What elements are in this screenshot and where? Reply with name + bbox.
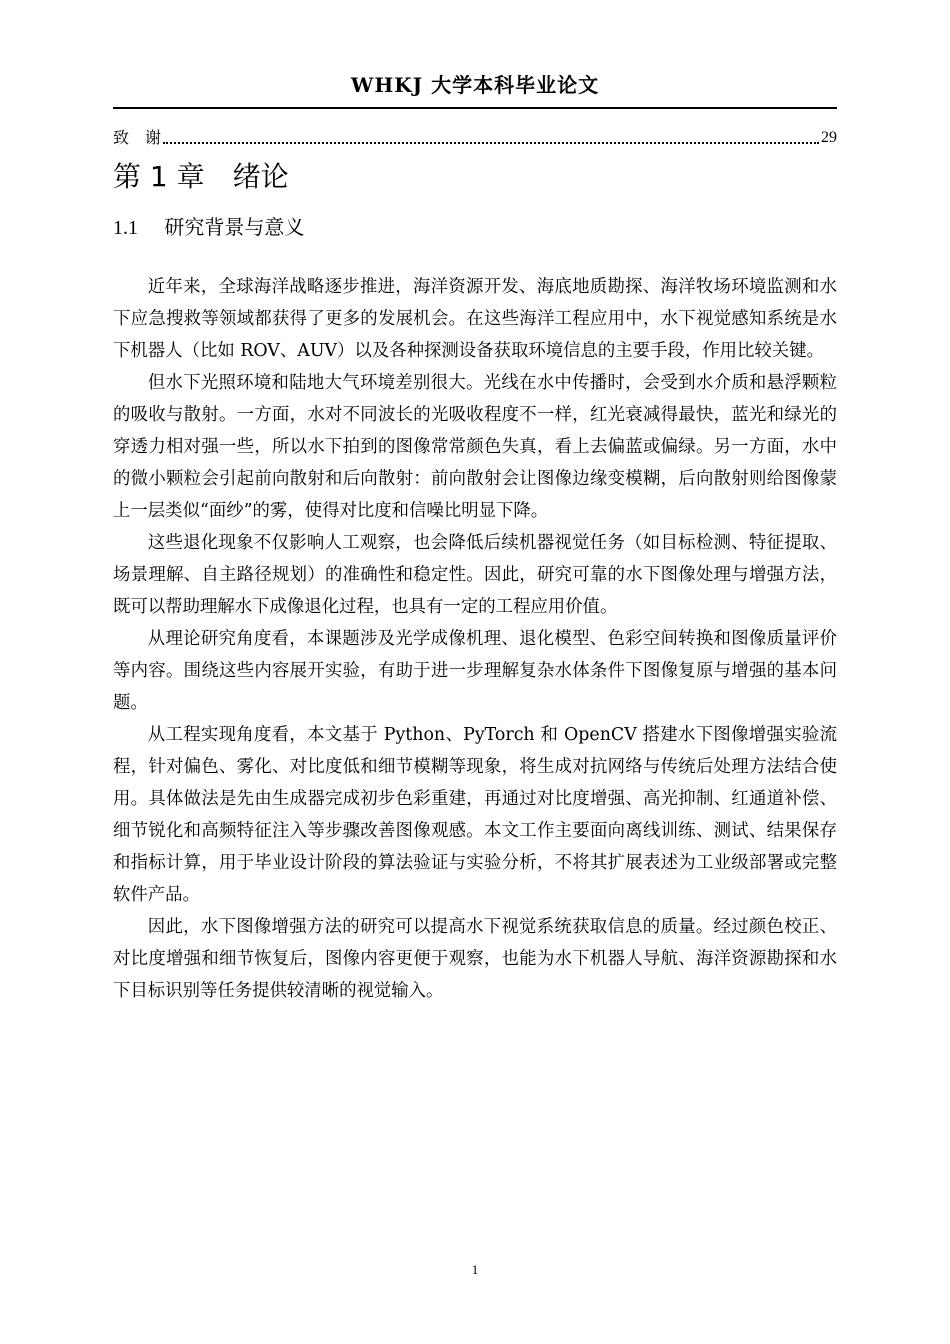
paragraph: 这些退化现象不仅影响人工观察，也会降低后续机器视觉任务（如目标检测、特征提取、场景理解、自主路径规划）的准确性和稳定性。因此，研究可靠的水下图像处理与增强方法，既可以帮助理解水下成像退化过程，也具有一定的工程应用价值。 — [113, 533, 837, 617]
toc-entry-label: 致 谢 — [113, 128, 162, 147]
toc-entry-page-number: 29 — [821, 129, 837, 146]
toc-entry-acknowledgements — [113, 125, 837, 149]
section-number: 1.1 — [113, 217, 138, 239]
header-divider — [113, 107, 837, 109]
toc-leader-dots — [163, 142, 819, 144]
section-heading — [113, 212, 304, 243]
page-number: 1 — [471, 1262, 479, 1277]
chapter-title: 第 1 章 绪论 — [113, 160, 289, 193]
paragraph: 但水下光照环境和陆地大气环境差别很大。光线在水中传播时，会受到水介质和悬浮颗粒的吸收与散射。一方面，水对不同波长的光吸收程度不一样，红光衰减得最快，蓝光和绿光的穿透力相对强一些，所以水下拍到的图像常常颜色失真，看上去偏蓝或偏绿。另一方面，水中的微小颗粒会引起前向散射和后向散射：前向散射会让图像边缘变模糊，后向散射则给图像蒙上一层类似“面纱”的雾，使得对比度和信噪比明显下降。 — [113, 373, 837, 521]
body-text — [113, 271, 837, 1007]
section-title-text: 研究背景与意义 — [164, 215, 305, 239]
paragraph: 因此，水下图像增强方法的研究可以提高水下视觉系统获取信息的质量。经过颜色校正、对比度增强和细节恢复后，图像内容更便于观察，也能为水下机器人导航、海洋资源勘探和水下目标识别等任务提供较清晰的视觉输入。 — [113, 917, 837, 1001]
running-header-title: WHKJ 大学本科毕业论文 — [350, 73, 600, 97]
paragraph: 从工程实现角度看，本文基于 Python、PyTorch 和 OpenCV 搭建水下图像增强实验流程，针对偏色、雾化、对比度低和细节模糊等现象，将生成对抗网络与传统后处理方法结合使用。具体做法是先由生成器完成初步色彩重建，再通过对比度增强、高光抑制、红通道补偿、细节锐化和高频特征注入等步骤改善图像观感。本文工作主要面向离线训练、测试、结果保存和指标计算，用于毕业设计阶段的算法验证与实验分析，不将其扩展表述为工业级部署或完整软件产品。 — [113, 725, 837, 905]
paragraph: 近年来，全球海洋战略逐步推进，海洋资源开发、海底地质勘探、海洋牧场环境监测和水下应急搜救等领域都获得了更多的发展机会。在这些海洋工程应用中，水下视觉感知系统是水下机器人（比如 ROV、AUV）以及各种探测设备获取环境信息的主要手段，作用比较关键。 — [113, 277, 837, 361]
paragraph: 从理论研究角度看，本课题涉及光学成像机理、退化模型、色彩空间转换和图像质量评价等内容。围绕这些内容展开实验，有助于进一步理解复杂水体条件下图像复原与增强的基本问题。 — [113, 629, 837, 713]
